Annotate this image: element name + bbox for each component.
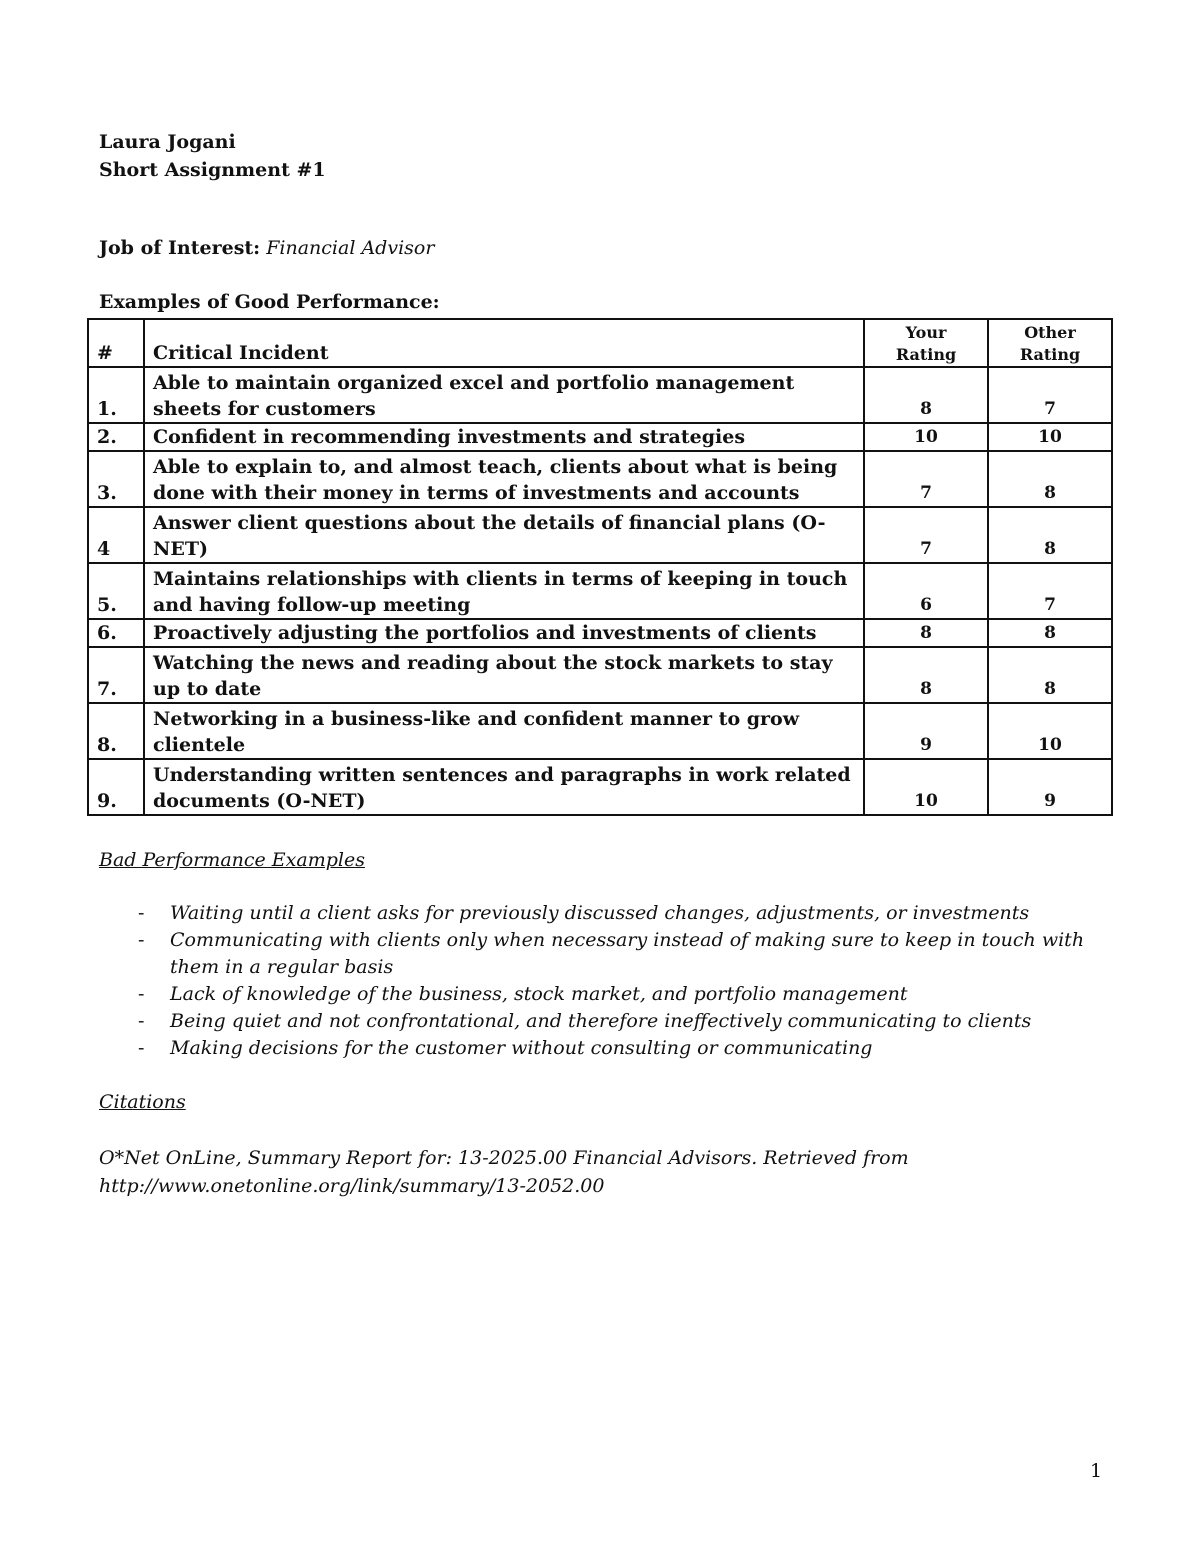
row-num: 3. bbox=[88, 451, 144, 507]
row-num: 9. bbox=[88, 759, 144, 815]
table-row bbox=[88, 647, 1112, 703]
bullet-dash: - bbox=[138, 902, 145, 924]
list-item: - Making decisions for the customer without consulting or communicating bbox=[99, 1035, 1113, 1062]
job-value: Financial Advisor bbox=[266, 237, 435, 259]
job-of-interest bbox=[99, 234, 1113, 262]
row-num: 8. bbox=[88, 703, 144, 759]
bad-performance-section bbox=[99, 846, 1113, 1200]
table-header-row bbox=[88, 319, 1112, 367]
assignment-title: Short Assignment #1 bbox=[99, 159, 326, 181]
list-item: - Being quiet and not confrontational, and therefore ineffectively communicating to clients bbox=[99, 1008, 1113, 1035]
row-other-rating: 7 bbox=[988, 563, 1112, 619]
citation-text: O*Net OnLine, Summary Report for: 13-2025.00 Financial Advisors. Retrieved from http://www.onetonline.org/link/summary/13-2052.00 bbox=[99, 1147, 909, 1197]
row-your-rating: 8 bbox=[864, 619, 988, 647]
row-incident: Answer client questions about the details of financial plans (O-NET) bbox=[144, 507, 864, 563]
row-num: 5. bbox=[88, 563, 144, 619]
table-row bbox=[88, 367, 1112, 423]
row-incident: Networking in a business-like and confident manner to grow clientele bbox=[144, 703, 864, 759]
citations-heading: Citations bbox=[99, 1091, 186, 1113]
list-item: - Waiting until a client asks for previously discussed changes, adjustments, or investments bbox=[99, 900, 1113, 927]
row-other-rating: 10 bbox=[988, 703, 1112, 759]
table-row bbox=[88, 759, 1112, 815]
bullet-dash: - bbox=[138, 983, 145, 1005]
good-performance-heading: Examples of Good Performance: bbox=[99, 291, 440, 313]
bullet-dash: - bbox=[138, 1037, 145, 1059]
column-header-your-rating: Your Rating bbox=[864, 319, 988, 367]
row-other-rating: 8 bbox=[988, 647, 1112, 703]
row-incident: Watching the news and reading about the stock markets to stay up to date bbox=[144, 647, 864, 703]
row-your-rating: 7 bbox=[864, 507, 988, 563]
table-row bbox=[88, 563, 1112, 619]
row-your-rating: 6 bbox=[864, 563, 988, 619]
row-your-rating: 10 bbox=[864, 759, 988, 815]
list-item: - Communicating with clients only when necessary instead of making sure to keep in touch with them in a regular basis bbox=[138, 929, 1085, 978]
job-label: Job of Interest: bbox=[99, 237, 261, 259]
table-row bbox=[88, 703, 1112, 759]
critical-incidents-table bbox=[87, 318, 1113, 816]
author-name: Laura Jogani bbox=[99, 131, 236, 153]
row-incident: Able to maintain organized excel and portfolio management sheets for customers bbox=[144, 367, 864, 423]
table-row bbox=[88, 451, 1112, 507]
row-your-rating: 8 bbox=[864, 647, 988, 703]
row-other-rating: 7 bbox=[988, 367, 1112, 423]
row-num: 2. bbox=[88, 423, 144, 451]
bullet-dash: - bbox=[138, 1010, 145, 1032]
row-your-rating: 8 bbox=[864, 367, 988, 423]
row-incident: Confident in recommending investments and strategies bbox=[144, 423, 864, 451]
row-incident: Understanding written sentences and paragraphs in work related documents (O-NET) bbox=[144, 759, 864, 815]
bullet-dash: - bbox=[138, 929, 145, 951]
column-header-other-rating: Other Rating bbox=[988, 319, 1112, 367]
row-other-rating: 8 bbox=[988, 451, 1112, 507]
column-header-incident: Critical Incident bbox=[144, 319, 864, 367]
column-header-num: # bbox=[88, 319, 144, 367]
row-incident: Maintains relationships with clients in terms of keeping in touch and having follow-up meeting bbox=[144, 563, 864, 619]
page-number: 1 bbox=[1090, 1460, 1103, 1482]
table-row bbox=[88, 619, 1112, 647]
table-row bbox=[88, 423, 1112, 451]
row-num: 4 bbox=[88, 507, 144, 563]
row-num: 7. bbox=[88, 647, 144, 703]
bad-performance-list bbox=[99, 900, 1113, 1062]
row-your-rating: 7 bbox=[864, 451, 988, 507]
row-your-rating: 9 bbox=[864, 703, 988, 759]
table-row bbox=[88, 507, 1112, 563]
row-other-rating: 10 bbox=[988, 423, 1112, 451]
row-other-rating: 9 bbox=[988, 759, 1112, 815]
list-item: - Lack of knowledge of the business, stock market, and portfolio management bbox=[99, 981, 1113, 1008]
row-incident: Proactively adjusting the portfolios and investments of clients bbox=[144, 619, 864, 647]
row-num: 1. bbox=[88, 367, 144, 423]
row-incident: Able to explain to, and almost teach, clients about what is being done with their money in terms of investments and accounts bbox=[144, 451, 864, 507]
row-other-rating: 8 bbox=[988, 619, 1112, 647]
row-your-rating: 10 bbox=[864, 423, 988, 451]
bad-performance-heading: Bad Performance Examples bbox=[99, 849, 365, 871]
row-other-rating: 8 bbox=[988, 507, 1112, 563]
row-num: 6. bbox=[88, 619, 144, 647]
document-page bbox=[99, 128, 1113, 316]
